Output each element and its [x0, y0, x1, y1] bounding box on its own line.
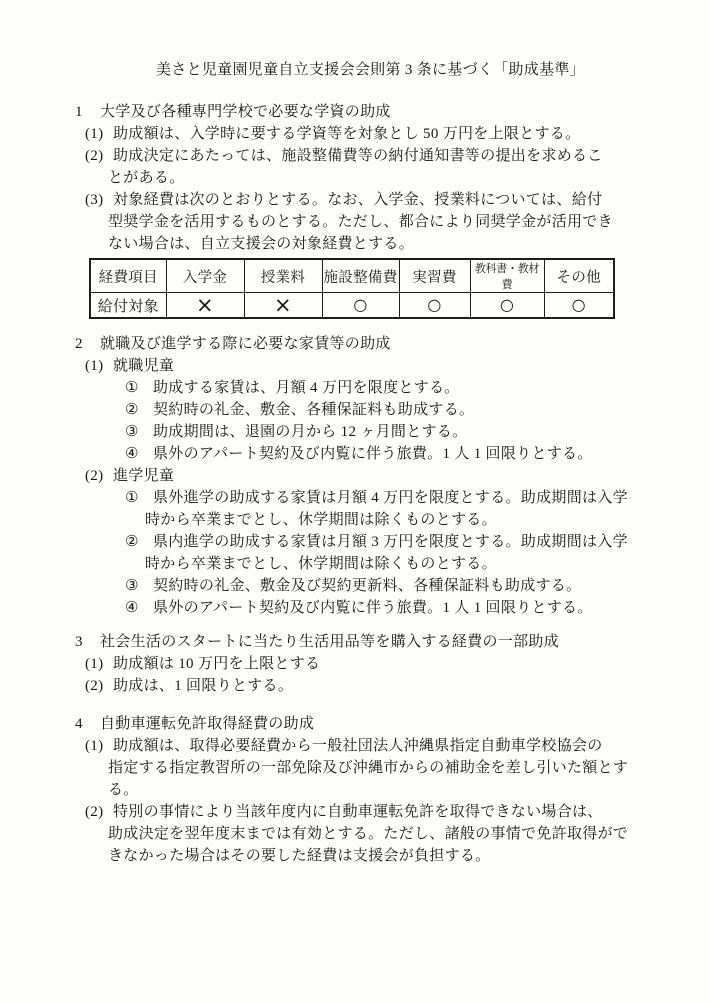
item-text: 助成額は、入学時に要する学資等を対象とし 50 万円を上限とする。: [113, 126, 581, 142]
item-label: (2): [85, 804, 104, 820]
item-text-continuation: 指定する指定教習所の一部免除及び沖縄市からの補助金を差し引いた額とす: [108, 760, 629, 776]
section-2: [75, 333, 652, 619]
table-header-tuition: 授業料: [244, 259, 322, 293]
item-text-continuation: 助成決定を翌年度末までは有効とする。ただし、諸般の事情で免許取得がで: [108, 826, 629, 842]
item-label: (1): [85, 656, 104, 672]
item-label: (2): [85, 678, 104, 694]
circled-number-label: ①: [125, 380, 139, 396]
item-text: 県外進学の助成する家賃は月額 4 万円を限度とする。助成期間は入学: [153, 490, 628, 506]
list-item: [75, 145, 652, 167]
expense-eligibility-table: [89, 258, 615, 319]
section-heading-text: 自動車運転免許取得経費の助成: [100, 716, 315, 732]
section-heading-text: 大学及び各種専門学校で必要な学資の助成: [100, 104, 391, 120]
table-header-entrance-fee: 入学金: [166, 259, 244, 293]
item-text: 対象経費は次のとおりとする。なお、入学金、授業料については、給付: [113, 192, 603, 208]
circled-number-label: ③: [125, 578, 139, 594]
list-item: [75, 465, 652, 487]
table-header-facility-fee: 施設整備費: [322, 259, 399, 293]
circle-mark-cell: ○: [544, 293, 614, 319]
section-number: 3: [75, 634, 83, 650]
section-4: [75, 713, 652, 867]
section-number: 4: [75, 716, 83, 732]
item-label: (3): [85, 192, 104, 208]
section-number: 2: [75, 336, 83, 352]
cross-mark-cell: ×: [244, 293, 322, 319]
item-text: 助成額は、取得必要経費から一般社団法人沖縄県指定自動車学校協会の: [113, 738, 603, 754]
item-text: 県外のアパート契約及び内覧に伴う旅費。1 人 1 回限りとする。: [153, 600, 593, 616]
item-text: 助成額は 10 万円を上限とする: [113, 656, 321, 672]
list-item: [75, 355, 652, 377]
list-subitem: [75, 399, 652, 421]
section-4-heading: [75, 713, 652, 735]
table-header-row: [90, 259, 614, 293]
list-item: [75, 675, 652, 697]
list-item: [75, 801, 652, 823]
document-title: 美さと児童園児童自立支援会会則第 3 条に基づく「助成基準」: [155, 62, 585, 78]
circled-number-label: ④: [125, 446, 139, 462]
section-1: [75, 101, 652, 319]
item-text: 契約時の礼金、敷金、各種保証料も助成する。: [153, 402, 475, 418]
circled-number-label: ②: [125, 534, 139, 550]
section-2-heading: [75, 333, 652, 355]
item-label: (2): [85, 148, 104, 164]
item-text: 進学児童: [113, 468, 175, 484]
circle-mark-cell: ○: [322, 293, 399, 319]
table-header-other: その他: [544, 259, 614, 293]
list-subitem: [75, 443, 652, 465]
table-row-label: 給付対象: [90, 293, 166, 319]
list-item: [75, 735, 652, 757]
section-heading-text: 社会生活のスタートに当たり生活用品等を購入する経費の一部助成: [100, 634, 560, 650]
item-text: 特別の事情により当該年度内に自動車運転免許を取得できない場合は、: [113, 804, 603, 820]
list-subitem: [75, 597, 652, 619]
item-text: 県内進学の助成する家賃は月額 3 万円を限度とする。助成期間は入学: [153, 534, 628, 550]
list-item: [75, 189, 652, 211]
item-text-continuation: 時から卒業までとし、休学期間は除くものとする。: [145, 556, 497, 572]
cross-mark-cell: ×: [166, 293, 244, 319]
circle-mark-cell: ○: [470, 293, 544, 319]
item-text: 助成決定にあたっては、施設整備費等の納付通知書等の提出を求めるこ: [113, 148, 603, 164]
item-label: (1): [85, 738, 104, 754]
item-text: 契約時の礼金、敷金及び契約更新料、各種保証料も助成する。: [153, 578, 582, 594]
section-3-heading: [75, 631, 652, 653]
list-subitem: [75, 487, 652, 509]
table-header-practicum-fee: 実習費: [399, 259, 470, 293]
item-label: (2): [85, 468, 104, 484]
circle-mark-cell: ○: [399, 293, 470, 319]
item-text: 助成する家賃は、月額 4 万円を限度とする。: [153, 380, 460, 396]
list-subitem: [75, 377, 652, 399]
item-text-continuation: る。: [108, 782, 139, 798]
section-3: [75, 631, 652, 697]
item-label: (1): [85, 358, 104, 374]
list-subitem: [75, 421, 652, 443]
item-text-continuation: 型奨学金を活用するものとする。ただし、都合により同奨学金が活用でき: [108, 214, 613, 230]
list-subitem: [75, 575, 652, 597]
item-text-continuation: ない場合は、自立支援会の対象経費とする。: [108, 236, 415, 252]
section-heading-text: 就職及び進学する際に必要な家賃等の助成: [100, 336, 391, 352]
section-1-heading: [75, 101, 652, 123]
circled-number-label: ①: [125, 490, 139, 506]
item-text-continuation: きなかった場合はその要した経費は支援会が負担する。: [108, 848, 491, 864]
item-text: 県外のアパート契約及び内覧に伴う旅費。1 人 1 回限りとする。: [153, 446, 593, 462]
circled-number-label: ②: [125, 402, 139, 418]
item-text: 助成は、1 回限りとする。: [113, 678, 294, 694]
item-text-continuation: 時から卒業までとし、休学期間は除くものとする。: [145, 512, 497, 528]
item-label: (1): [85, 126, 104, 142]
list-item: [75, 123, 652, 145]
table-header-expense-item: 経費項目: [90, 259, 166, 293]
item-text: 助成期間は、退園の月から 12 ヶ月間とする。: [153, 424, 468, 440]
list-item: [75, 653, 652, 675]
circled-number-label: ④: [125, 600, 139, 616]
circled-number-label: ③: [125, 424, 139, 440]
table-data-row: [90, 293, 614, 319]
list-subitem: [75, 531, 652, 553]
section-number: 1: [75, 104, 83, 120]
item-text: 就職児童: [113, 358, 175, 374]
table-header-textbook-fee: 教科書・教材費: [470, 259, 544, 293]
item-text-continuation: とがある。: [108, 170, 185, 186]
